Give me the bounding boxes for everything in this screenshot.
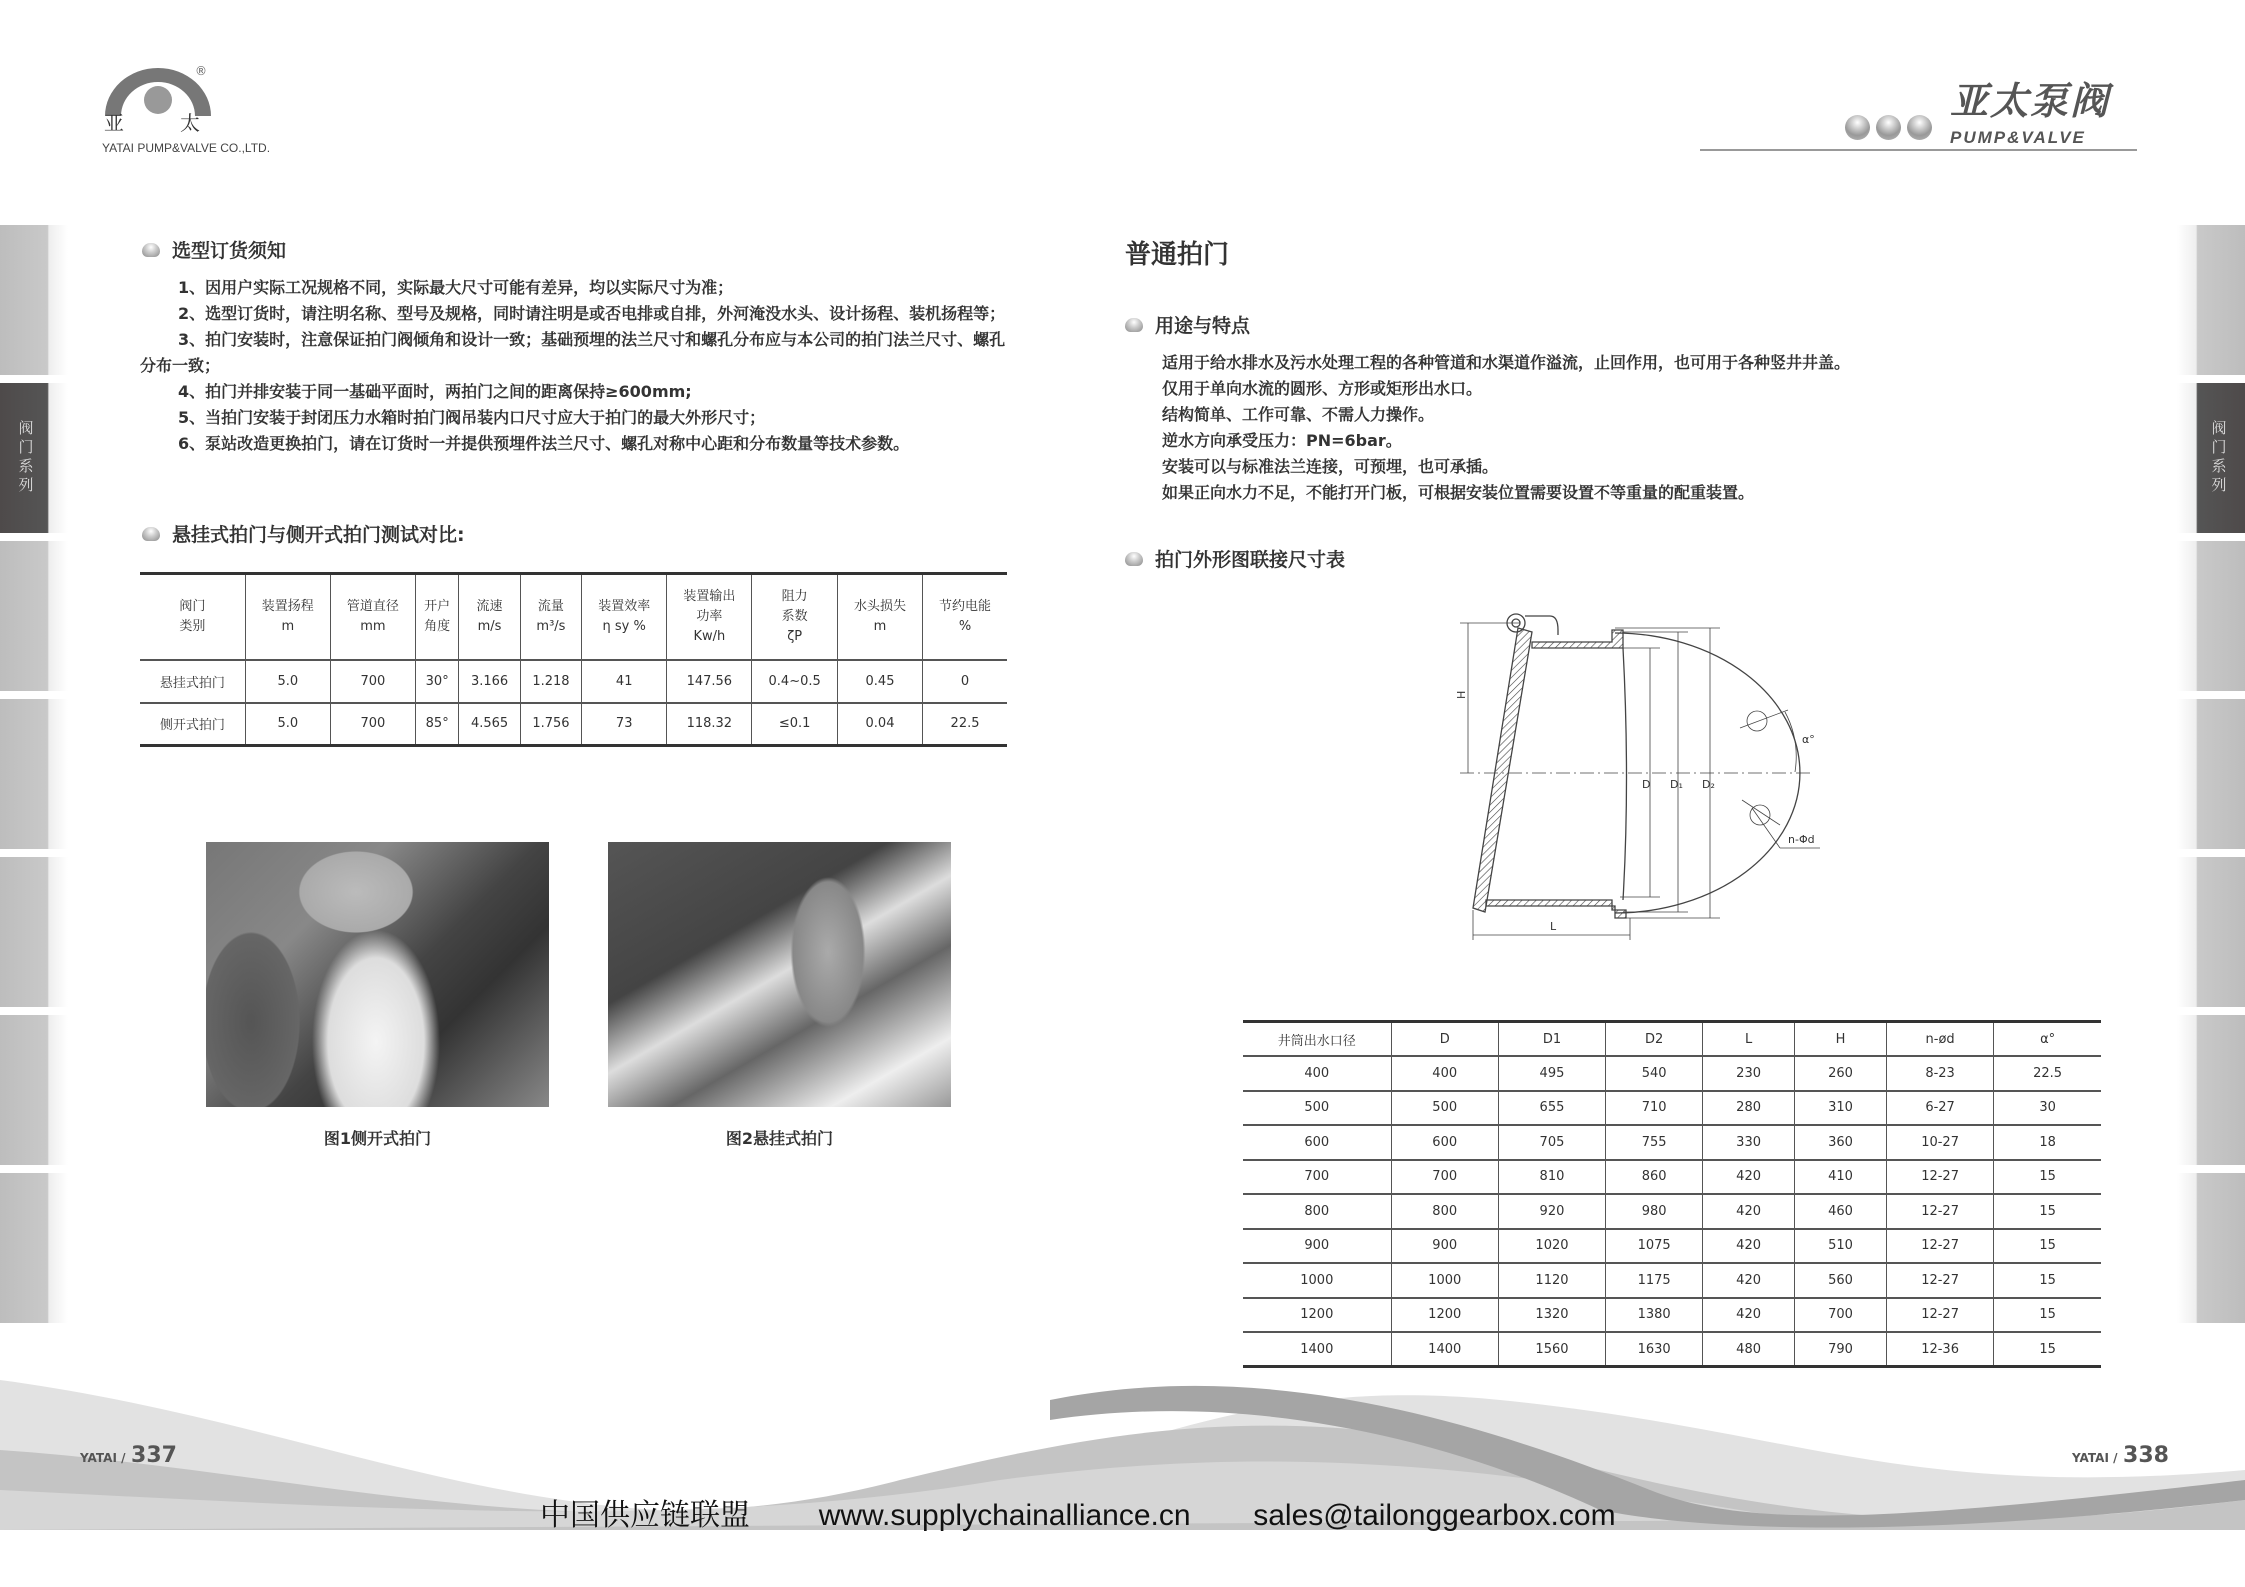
table-cell: 710	[1606, 1091, 1703, 1126]
figure1-caption: 图1侧开式拍门	[323, 1129, 432, 1148]
drawing-body	[1473, 614, 1800, 918]
page-prefix: YATAI /	[80, 1451, 126, 1465]
header-text: ζP	[787, 628, 803, 644]
table-cell: 73	[582, 703, 667, 746]
table-cell: 400	[1243, 1056, 1391, 1091]
table-cell: 510	[1795, 1229, 1887, 1264]
header-text: η sy %	[602, 618, 646, 634]
table-cell: 18	[1994, 1125, 2101, 1160]
table-cell: 1630	[1606, 1332, 1703, 1367]
header-text: 管道直径	[346, 598, 399, 614]
table-cell: 1.218	[520, 660, 581, 703]
dims-header-cell: 井筒出水口径	[1243, 1022, 1391, 1057]
table-cell: 8-23	[1886, 1056, 1993, 1091]
flap-gate-drawing	[1440, 600, 1860, 950]
table-cell: 12-27	[1886, 1194, 1993, 1229]
compare-table	[140, 572, 1007, 747]
table-cell: 12-27	[1886, 1298, 1993, 1333]
table-cell: 12-27	[1886, 1160, 1993, 1195]
table-row	[1243, 1194, 2101, 1229]
table-cell: 700	[1391, 1160, 1498, 1195]
table-cell: 6-27	[1886, 1091, 1993, 1126]
table-cell: 230	[1703, 1056, 1795, 1091]
table-cell: 30	[1994, 1091, 2101, 1126]
table-cell: 600	[1243, 1125, 1391, 1160]
compare-header-cell	[837, 574, 922, 660]
table-cell: 1200	[1391, 1298, 1498, 1333]
side-tab[interactable]	[0, 1173, 68, 1323]
header-text: 水头损失	[853, 598, 906, 614]
header-text: m	[873, 618, 887, 634]
table-cell: 700	[330, 703, 415, 746]
side-tab-valve-series[interactable]	[2177, 383, 2245, 533]
compare-header-cell	[667, 574, 752, 660]
header-text: %	[958, 618, 972, 634]
table-cell: 1380	[1606, 1298, 1703, 1333]
table-cell: 118.32	[667, 703, 752, 746]
header-text: 功率	[696, 608, 723, 624]
dot-icon	[1876, 115, 1901, 140]
bullet-icon	[1125, 318, 1143, 332]
table-cell: 540	[1606, 1056, 1703, 1091]
table-cell: 480	[1703, 1332, 1795, 1367]
header-text: 装置效率	[598, 598, 651, 614]
feature-item: 结构简单、工作可靠、不需人力操作。	[1162, 405, 1435, 424]
table-cell: 41	[582, 660, 667, 703]
side-tab[interactable]	[2177, 1015, 2245, 1165]
table-cell: 600	[1391, 1125, 1498, 1160]
table-cell: 15	[1994, 1263, 2101, 1298]
header-text: m³/s	[536, 618, 566, 634]
table-cell: 500	[1243, 1091, 1391, 1126]
table-cell: 410	[1795, 1160, 1887, 1195]
logo-en: YATAI PUMP&VALVE CO.,LTD.	[102, 141, 271, 155]
dims-header-cell: D2	[1606, 1022, 1703, 1057]
dims-heading	[1125, 545, 1345, 572]
feature-item: 仅用于单向水流的圆形、方形或矩形出水口。	[1162, 379, 1483, 398]
table-cell: 420	[1703, 1298, 1795, 1333]
label-H: H	[1455, 690, 1468, 699]
table-row	[1243, 1160, 2101, 1195]
table-cell: 0.4~0.5	[752, 660, 838, 703]
dims-header-cell: H	[1795, 1022, 1887, 1057]
notice-list	[140, 275, 1008, 457]
table-cell: 22.5	[1994, 1056, 2101, 1091]
side-tab[interactable]	[0, 541, 68, 691]
table-cell: 790	[1795, 1332, 1887, 1367]
features-list	[1162, 350, 2012, 506]
header-text: 流量	[537, 598, 564, 614]
table-row	[1243, 1091, 2101, 1126]
table-cell: 700	[1795, 1298, 1887, 1333]
side-tab[interactable]	[2177, 1173, 2245, 1323]
table-cell: 655	[1498, 1091, 1605, 1126]
table-cell: 420	[1703, 1229, 1795, 1264]
table-cell: 4.565	[459, 703, 520, 746]
dims-header-cell: α°	[1994, 1022, 2101, 1057]
table-cell: 400	[1391, 1056, 1498, 1091]
table-row	[1243, 1298, 2101, 1333]
table-cell: 420	[1703, 1194, 1795, 1229]
table-cell: 30°	[416, 660, 459, 703]
table-cell: 800	[1391, 1194, 1498, 1229]
header-text: 节约电能	[939, 598, 992, 614]
side-tab[interactable]	[2177, 857, 2245, 1007]
header-text: 系数	[781, 608, 808, 624]
table-cell: 810	[1498, 1160, 1605, 1195]
footer-email[interactable]: sales@tailonggearbox.com	[1253, 1499, 1616, 1532]
table-cell: 800	[1243, 1194, 1391, 1229]
table-cell: 705	[1498, 1125, 1605, 1160]
table-cell: 5.0	[245, 660, 330, 703]
compare-header-cell	[923, 574, 1007, 660]
table-cell: 12-36	[1886, 1332, 1993, 1367]
compare-header-cell	[330, 574, 415, 660]
features-heading	[1125, 311, 1250, 338]
side-tab[interactable]	[0, 857, 68, 1007]
table-cell: 侧开式拍门	[140, 703, 245, 746]
page-prefix: YATAI /	[2072, 1451, 2118, 1465]
side-tab-label: 阀门系列	[2209, 420, 2228, 496]
feature-item: 如果正向水力不足，不能打开门板，可根据安装位置需要设置不等重量的配重装置。	[1162, 483, 1755, 502]
header-text: 阻力	[781, 588, 808, 604]
compare-header-cell	[416, 574, 459, 660]
table-cell: 700	[1243, 1160, 1391, 1195]
table-cell: 1560	[1498, 1332, 1605, 1367]
table-cell: 700	[330, 660, 415, 703]
page-number: 338	[2123, 1443, 2169, 1468]
compare-header-cell	[459, 574, 520, 660]
header-text: 类别	[179, 618, 206, 634]
table-cell: 420	[1703, 1263, 1795, 1298]
side-tab[interactable]	[2177, 699, 2245, 849]
compare-header-cell	[140, 574, 245, 660]
bullet-icon	[142, 527, 160, 541]
feature-item: 安装可以与标准法兰连接，可预埋，也可承插。	[1162, 457, 1499, 476]
table-cell: 280	[1703, 1091, 1795, 1126]
dims-header-cell: D	[1391, 1022, 1498, 1057]
table-row	[1243, 1229, 2101, 1264]
table-cell: 920	[1498, 1194, 1605, 1229]
side-tab[interactable]	[0, 699, 68, 849]
table-cell: 1400	[1391, 1332, 1498, 1367]
table-cell: 1400	[1243, 1332, 1391, 1367]
label-D1: D₁	[1670, 778, 1683, 791]
table-cell: 0	[923, 660, 1007, 703]
brand-en: PUMP&VALVE	[1950, 128, 2086, 147]
table-cell: 12-27	[1886, 1229, 1993, 1264]
table-cell: 0.04	[837, 703, 922, 746]
table-row	[140, 660, 1007, 703]
table-cell: 0.45	[837, 660, 922, 703]
notice-item: 5、当拍门安装于封闭压力水箱时拍门阀吊装内口尺寸应大于拍门的最大外形尺寸；	[178, 408, 766, 427]
header-text: 装置输出	[683, 588, 736, 604]
notice-item: 4、拍门并排安装于同一基础平面时，两拍门之间的距离保持≥600mm;	[178, 382, 692, 401]
side-tab[interactable]	[2177, 225, 2245, 375]
footer-website[interactable]: www.supplychainalliance.cn	[818, 1499, 1191, 1532]
side-tab[interactable]	[0, 225, 68, 375]
logo-cn-right: 太	[180, 111, 200, 135]
compare-header-cell	[520, 574, 581, 660]
side-tab[interactable]	[2177, 541, 2245, 691]
table-cell: ≤0.1	[752, 703, 838, 746]
notice-title: 选型订货须知	[172, 240, 287, 262]
table-row	[1243, 1125, 2101, 1160]
figure2-caption: 图2悬挂式拍门	[725, 1129, 834, 1148]
table-cell: 755	[1606, 1125, 1703, 1160]
table-cell: 980	[1606, 1194, 1703, 1229]
compare-header-cell	[582, 574, 667, 660]
table-cell: 15	[1994, 1229, 2101, 1264]
dims-header-cell: L	[1703, 1022, 1795, 1057]
brand-logo	[1700, 79, 2140, 155]
table-cell: 500	[1391, 1091, 1498, 1126]
header-text: m/s	[477, 618, 502, 634]
header-text: Kw/h	[693, 628, 726, 644]
side-tab-valve-series[interactable]	[0, 383, 68, 533]
table-cell: 15	[1994, 1332, 2101, 1367]
table-cell: 420	[1703, 1160, 1795, 1195]
table-cell: 900	[1243, 1229, 1391, 1264]
features-title: 用途与特点	[1155, 315, 1251, 337]
label-alpha: α°	[1802, 733, 1815, 746]
logo-registered: ®	[195, 64, 207, 78]
table-cell: 1120	[1498, 1263, 1605, 1298]
table-cell: 900	[1391, 1229, 1498, 1264]
left-side-tabs	[0, 225, 68, 1331]
table-cell: 1000	[1391, 1263, 1498, 1298]
notice-item: 3、拍门安装时，注意保证拍门阀倾角和设计一致；基础预埋的法兰尺寸和螺孔分布应与本公司的拍门法兰尺寸、螺孔分布一致；	[140, 330, 1006, 375]
table-cell: 85°	[416, 703, 459, 746]
feature-item: 适用于给水排水及污水处理工程的各种管道和水渠道作溢流，止回作用，也可用于各种竖井井盖。	[1162, 353, 1851, 372]
footer-org: 中国供应链联盟	[540, 1499, 750, 1532]
dimensions-table	[1243, 1020, 2101, 1368]
table-cell: 310	[1795, 1091, 1887, 1126]
brand-cn: 亚太泵阀	[1950, 79, 2111, 123]
bullet-icon	[142, 243, 160, 257]
compare-title: 悬挂式拍门与侧开式拍门测试对比:	[172, 524, 465, 546]
table-cell: 1200	[1243, 1298, 1391, 1333]
right-side-tabs	[2177, 225, 2245, 1331]
table-cell: 5.0	[245, 703, 330, 746]
table-cell: 560	[1795, 1263, 1887, 1298]
table-cell: 1175	[1606, 1263, 1703, 1298]
table-cell: 15	[1994, 1298, 2101, 1333]
table-cell: 10-27	[1886, 1125, 1993, 1160]
notice-item: 1、因用户实际工况规格不同，实际最大尺寸可能有差异，均以实际尺寸为准；	[178, 278, 734, 297]
header-text: m	[281, 618, 295, 634]
notice-item: 2、选型订货时，请注明名称、型号及规格，同时请注明是或否电排或自排，外河淹没水头、设计扬程、装机扬程等；	[178, 304, 1006, 323]
dims-header-cell: D1	[1498, 1022, 1605, 1057]
notice-heading	[142, 236, 286, 263]
page-title: 普通拍门	[1125, 240, 1230, 270]
table-cell: 360	[1795, 1125, 1887, 1160]
header-text: 开户	[424, 598, 451, 614]
label-nd: n-Φd	[1788, 833, 1815, 846]
side-tab-label: 阀门系列	[16, 420, 35, 496]
header-text: 流速	[476, 598, 503, 614]
table-cell: 1075	[1606, 1229, 1703, 1264]
table-cell: 460	[1795, 1194, 1887, 1229]
table-cell: 1320	[1498, 1298, 1605, 1333]
table-cell: 1000	[1243, 1263, 1391, 1298]
compare-heading	[142, 520, 465, 547]
table-cell: 悬挂式拍门	[140, 660, 245, 703]
compare-header-cell	[752, 574, 838, 660]
feature-item: 逆水方向承受压力：PN=6bar。	[1162, 431, 1402, 450]
header-text: mm	[360, 618, 386, 634]
footer-contact	[540, 1490, 1616, 1534]
page-number-right	[2072, 1443, 2169, 1468]
compare-header-cell	[245, 574, 330, 660]
side-tab[interactable]	[0, 1015, 68, 1165]
table-cell: 147.56	[667, 660, 752, 703]
label-D2: D₂	[1702, 778, 1715, 791]
label-D: D	[1642, 778, 1651, 791]
dot-icon	[1845, 115, 1870, 140]
table-cell: 1.756	[520, 703, 581, 746]
page-number: 337	[131, 1443, 177, 1468]
table-cell: 15	[1994, 1194, 2101, 1229]
header-rule	[1700, 149, 2137, 151]
table-cell: 15	[1994, 1160, 2101, 1195]
table-cell: 12-27	[1886, 1263, 1993, 1298]
logo-cn-left: 亚	[104, 111, 124, 135]
bullet-icon	[1125, 552, 1143, 566]
table-cell: 495	[1498, 1056, 1605, 1091]
table-cell: 260	[1795, 1056, 1887, 1091]
decorative-dots	[1845, 115, 1932, 140]
table-cell: 3.166	[459, 660, 520, 703]
header-text: 装置扬程	[261, 598, 314, 614]
label-L: L	[1550, 920, 1557, 933]
company-logo	[100, 62, 320, 162]
dims-header-cell: n-ød	[1886, 1022, 1993, 1057]
table-cell: 1020	[1498, 1229, 1605, 1264]
dot-icon	[1907, 115, 1932, 140]
table-cell: 330	[1703, 1125, 1795, 1160]
table-cell: 860	[1606, 1160, 1703, 1195]
photo-side-open-flap-gate	[206, 842, 549, 1107]
table-row	[140, 703, 1007, 746]
table-cell: 22.5	[923, 703, 1007, 746]
dims-title: 拍门外形图联接尺寸表	[1155, 549, 1346, 571]
header-text: 阀门	[179, 598, 206, 614]
page-number-left	[80, 1443, 177, 1468]
table-row	[1243, 1056, 2101, 1091]
notice-item: 6、泵站改造更换拍门，请在订货时一并提供预埋件法兰尺寸、螺孔对称中心距和分布数量等技术参数。	[178, 434, 910, 453]
photo-hanging-flap-gate	[608, 842, 951, 1107]
table-row	[1243, 1263, 2101, 1298]
header-text: 角度	[424, 618, 451, 634]
